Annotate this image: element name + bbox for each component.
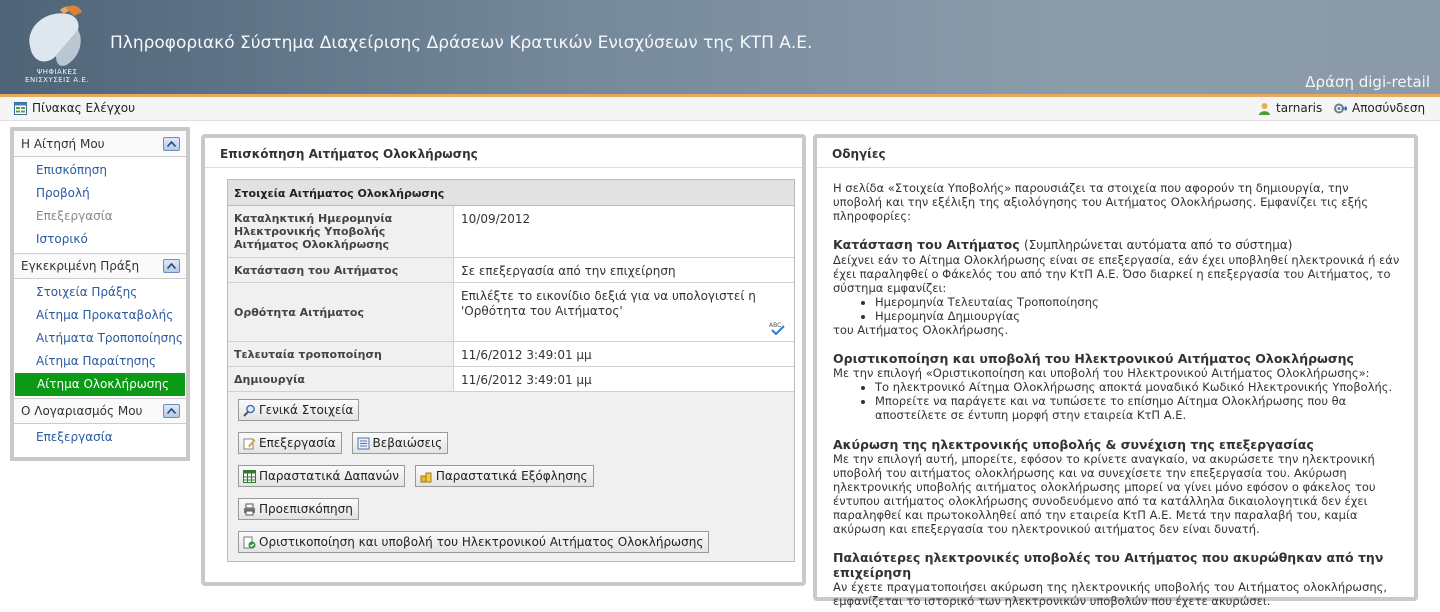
sidebar-group-my-account[interactable] <box>14 398 186 424</box>
top-navbar <box>0 97 1440 121</box>
table-row <box>228 367 794 392</box>
dashboard-icon <box>14 102 27 115</box>
row-value-container <box>454 283 794 341</box>
list-item: • Ημερομηνία Τελευταίας Τροποποίησης <box>875 295 1401 309</box>
sidebar-item-overview[interactable]: Επισκόπηση <box>36 163 107 177</box>
collapse-button[interactable] <box>163 259 180 273</box>
sidebar-item-advance-request[interactable]: Αίτημα Προκαταβολής <box>36 308 174 322</box>
instructions-section-submit <box>833 351 1401 422</box>
sidebar-group-title: Η Αίτησή Μου <box>21 136 105 151</box>
preview-button[interactable] <box>238 498 359 520</box>
dashboard-link[interactable] <box>14 101 135 115</box>
username-label: tarnaris <box>1276 101 1323 115</box>
user-icon <box>1258 102 1271 115</box>
sidebar-item-history[interactable]: Ιστορικό <box>36 232 88 246</box>
section-title: Παλαιότερες ηλεκτρονικές υποβολές του Αιτήματος που ακυρώθηκαν από την επιχείρηση <box>833 550 1384 580</box>
overview-panel <box>201 134 806 586</box>
instructions-title: Οδηγίες <box>817 138 1414 168</box>
row-label: Δημιουργία <box>228 367 454 391</box>
instructions-body <box>833 181 1401 608</box>
edit-button[interactable] <box>238 432 342 454</box>
section-text: Αν έχετε πραγματοποιήσει ακύρωση της ηλεκτρονικής υποβολής του Αιτήματος ολοκλήρωσης, εμφανίζεται το ιστορικό των ηλεκτρονικών υποβολών που έχετε ακυρώσει. <box>833 580 1388 608</box>
sidebar-item-completion-request[interactable]: Αίτημα Ολοκλήρωσης <box>15 373 185 396</box>
row-value: Επιλέξτε το εικονίδιο δεξιά για να υπολογιστεί η 'Ορθότητα του Αιτήματος' <box>461 289 756 318</box>
sidebar-list <box>14 157 186 253</box>
instructions-section-history <box>833 550 1401 608</box>
sidebar-group-my-application[interactable] <box>14 131 186 157</box>
section-tail: του Αιτήματος Ολοκλήρωσης. <box>833 323 1009 337</box>
row-label: Τελευταία τροποποίηση <box>228 342 454 366</box>
section-note: (Συμπληρώνεται αυτόματα από το σύστημα) <box>1024 238 1293 252</box>
certificates-label: Βεβαιώσεις <box>372 436 443 450</box>
certificates-button[interactable] <box>352 432 449 454</box>
chevron-up-icon <box>167 263 176 269</box>
actions-area <box>228 392 794 561</box>
sidebar-list <box>14 279 186 398</box>
section-text: Με την επιλογή «Οριστικοποίηση και υποβολή του Ηλεκτρονικού Αιτήματος Ολοκλήρωσης»: <box>833 366 1370 380</box>
row-value: Σε επεξεργασία από την επιχείρηση <box>461 264 676 278</box>
instructions-section-status <box>833 237 1401 337</box>
logout-icon <box>1334 102 1347 115</box>
spreadsheet-icon <box>243 470 256 483</box>
sidebar-group-approved-action[interactable] <box>14 253 186 279</box>
header-banner <box>0 0 1440 94</box>
finalize-submit-button[interactable] <box>238 531 709 553</box>
list-item: • Μπορείτε να παράγετε και να τυπώσετε το επίσημο Αίτημα Ολοκλήρωσης που θα αποστείλετε σε έντυπη μορφή στην εταιρεία ΚτΠ Α.Ε. <box>875 394 1401 422</box>
sidebar-list <box>14 424 186 451</box>
chevron-up-icon <box>167 408 176 414</box>
dashboard-label: Πίνακας Ελέγχου <box>32 101 136 115</box>
expense-documents-label: Παραστατικά Δαπανών <box>259 469 399 483</box>
payment-documents-button[interactable] <box>415 465 594 487</box>
table-row <box>228 258 794 283</box>
spellcheck-icon[interactable] <box>768 321 786 335</box>
table-row <box>228 342 794 367</box>
printer-icon <box>243 503 256 516</box>
sidebar-item-action-details[interactable]: Στοιχεία Πράξης <box>36 285 138 299</box>
section-text: Δείχνει εάν το Αίτημα Ολοκλήρωσης είναι σε επεξεργασία, εάν έχει υποβληθεί ηλεκτρονικά ή εάν έχει παραληφθεί ο Φάκελός του από την ΚτΠ Α.Ε. Όσο διαρκεί η επεξεργασία του Αιτήματος, το σύστημα εμφανίζει: <box>833 253 1400 295</box>
list-item: • Ημερομηνία Δημιουργίας <box>875 309 1401 323</box>
sidebar-item-account-edit[interactable]: Επεξεργασία <box>36 430 113 444</box>
user-link[interactable] <box>1258 101 1322 115</box>
collapse-button[interactable] <box>163 404 180 418</box>
payment-documents-label: Παραστατικά Εξόφλησης <box>435 469 588 483</box>
edit-label: Επεξεργασία <box>259 436 336 450</box>
row-value: 10/09/2012 <box>461 212 531 226</box>
logout-label: Αποσύνδεση <box>1352 101 1426 115</box>
general-info-label: Γενικά Στοιχεία <box>259 403 354 417</box>
row-label: Κατάσταση του Αιτήματος <box>228 258 454 282</box>
sidebar <box>10 127 190 461</box>
section-text: Με την επιλογή αυτή, μπορείτε, εφόσον το κρίνετε αναγκαίο, να ακυρώσετε την ηλεκτρονική υποβολή του αιτήματος ολοκλήρωσης και να συνεχίσετε την επεξεργασία του. Ακύρωση ηλεκτρονικής υποβολής αιτήματος ολοκλήρωσης μπορεί να γίνει μόνο εφόσον ο φάκελος του έντυπου αιτήματος ολοκλήρωσης συνοδευόμενο από τα κατάλληλα δικαιολογητικά δεν έχει παραληφθεί και πρωτοκολληθεί από την εταιρεία ΚτΠ Α.Ε. Μετά την παραλαβή του, καμία ακύρωση και επεξεργασία του ηλεκτρονικού αιτήματος δεν είναι δυνατή. <box>833 452 1376 536</box>
sidebar-item-withdrawal-request[interactable]: Αίτημα Παραίτησης <box>36 354 157 368</box>
row-label: Καταληκτική Ημερομηνία Ηλεκτρονικής Υποβολής Αιτήματος Ολοκλήρωσης <box>228 206 454 257</box>
sidebar-item-view[interactable]: Προβολή <box>36 186 90 200</box>
sidebar-item-modification-requests[interactable]: Αιτήματα Τροποποίησης <box>36 331 183 345</box>
instructions-intro: Η σελίδα «Στοιχεία Υποβολής» παρουσιάζει τα στοιχεία που αφορούν τη δημιουργία, την υποβολή και την εξέλιξη της αξιολόγησης του Αιτήματος Ολοκλήρωσης. Εμφανίζει τις εξής πληροφορίες: <box>833 181 1369 223</box>
submit-document-icon <box>243 536 256 549</box>
sidebar-item-edit: Επεξεργασία <box>36 209 113 223</box>
coins-icon <box>420 470 433 483</box>
table-row <box>228 206 794 258</box>
details-table-title: Στοιχεία Αιτήματος Ολοκλήρωσης <box>228 180 794 206</box>
chevron-up-icon <box>167 141 176 147</box>
program-title: Δράση digi-retail <box>1305 73 1430 91</box>
collapse-button[interactable] <box>163 137 180 151</box>
section-title: Ακύρωση της ηλεκτρονικής υποβολής & συνέχιση της επεξεργασίας <box>833 437 1314 452</box>
magnifier-icon <box>243 404 256 417</box>
svg-text:ABC: ABC <box>769 322 782 329</box>
section-title: Κατάσταση του Αιτήματος <box>833 237 1020 252</box>
instructions-panel <box>813 134 1418 608</box>
details-table <box>227 179 795 562</box>
row-label: Ορθότητα Αιτήματος <box>228 283 454 341</box>
edit-icon <box>243 437 256 450</box>
sidebar-group-title: Εγκεκριμένη Πράξη <box>21 259 140 273</box>
instructions-section-cancel <box>833 437 1401 536</box>
section-title: Οριστικοποίηση και υποβολή του Ηλεκτρονικού Αιτήματος Ολοκλήρωσης <box>833 351 1354 366</box>
table-row <box>228 283 794 342</box>
overview-title: Επισκόπηση Αιτήματος Ολοκλήρωσης <box>205 138 802 168</box>
general-info-button[interactable] <box>238 399 359 421</box>
finalize-submit-label: Οριστικοποίηση και υποβολή του Ηλεκτρονικού Αιτήματος Ολοκλήρωσης <box>259 535 704 549</box>
certificates-icon <box>357 437 370 450</box>
row-value: 11/6/2012 3:49:01 μμ <box>461 373 592 387</box>
expense-documents-button[interactable] <box>238 465 405 487</box>
list-item: • Το ηλεκτρονικό Αίτημα Ολοκλήρωσης αποκτά μοναδικό Κωδικό Ηλεκτρονικής Υποβολής. <box>875 380 1401 394</box>
logout-link[interactable] <box>1334 101 1425 115</box>
logo-text: ΨΗΦΙΑΚΕΣ ΕΝΙΣΧΥΣΕΙΣ Α.Ε. <box>25 68 89 84</box>
preview-label: Προεπισκόπηση <box>259 502 353 516</box>
sidebar-group-title: Ο Λογαριασμός Μου <box>21 404 143 418</box>
system-title: Πληροφοριακό Σύστημα Διαχείρισης Δράσεων Κρατικών Ενισχύσεων της ΚΤΠ Α.Ε. <box>110 33 813 53</box>
row-value: 11/6/2012 3:49:01 μμ <box>461 348 592 362</box>
